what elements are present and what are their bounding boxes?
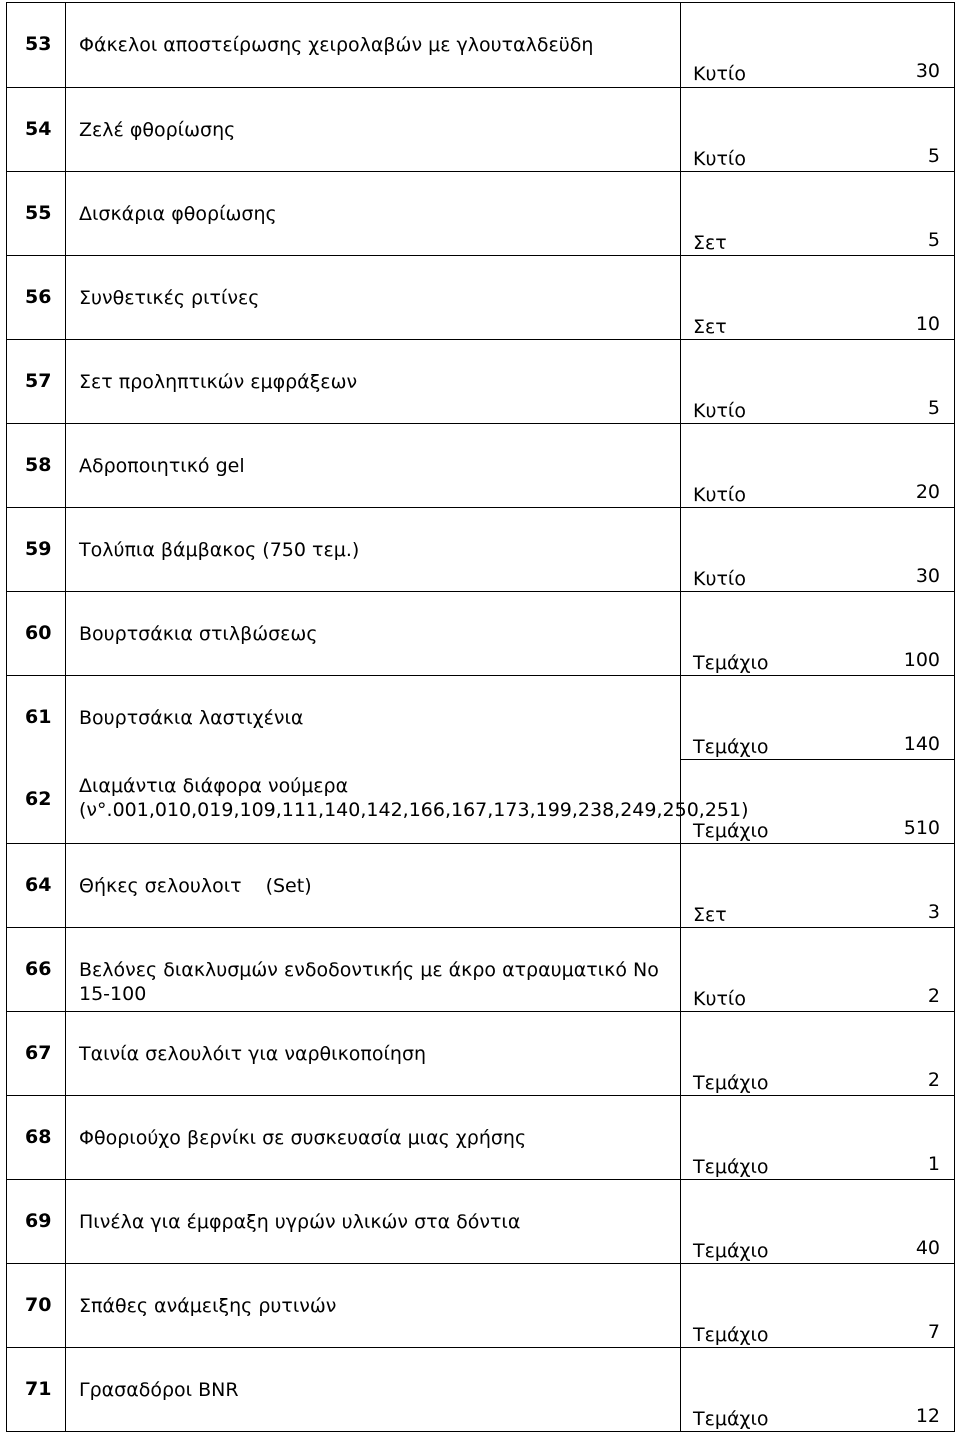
item-description: Αδροποιητικό gel — [79, 455, 245, 477]
table-row — [7, 592, 955, 676]
item-description: Θήκες σελουλοιτ — [79, 875, 242, 897]
item-description-cell — [66, 592, 681, 676]
item-quantity: 140 — [903, 733, 940, 755]
item-quantity: 1 — [927, 1153, 940, 1175]
item-number: 59 — [25, 538, 52, 560]
item-number-cell — [7, 760, 66, 844]
item-unit: Τεμάχιο — [693, 1408, 769, 1430]
item-quantity: 100 — [903, 649, 940, 671]
table-row — [7, 256, 955, 340]
table-row — [7, 340, 955, 424]
item-number-cell — [7, 1180, 66, 1264]
item-description-cell — [66, 1348, 681, 1432]
item-description: Σπάθες ανάμειξης ρυτινών — [79, 1295, 337, 1317]
item-unit: Τεμάχιο — [693, 736, 769, 758]
item-description: Βουρτσάκια στιλβώσεως — [79, 623, 318, 645]
item-quantity: 510 — [903, 817, 940, 839]
item-number: 71 — [25, 1378, 52, 1400]
item-number: 64 — [25, 874, 52, 896]
item-description-cell — [66, 1096, 681, 1180]
item-unit: Σετ — [693, 904, 727, 926]
item-number-cell — [7, 88, 66, 172]
item-unit: Κυτίο — [693, 148, 746, 170]
item-description-cell — [66, 928, 681, 1012]
table-row — [7, 508, 955, 592]
item-description-cell — [66, 88, 681, 172]
item-description-cell — [66, 424, 681, 508]
item-quantity-cell — [681, 1180, 955, 1264]
item-number: 60 — [25, 622, 52, 644]
item-number: 56 — [25, 286, 52, 308]
item-description: Διαμάντια διάφορα νούμερα — [79, 774, 349, 797]
item-unit: Κυτίο — [693, 400, 746, 422]
item-unit: Σετ — [693, 316, 727, 338]
item-description-wrap — [79, 844, 680, 898]
item-unit: Τεμάχιο — [693, 1324, 769, 1346]
item-number-cell — [7, 1012, 66, 1096]
item-quantity-cell — [681, 1012, 955, 1096]
items-table-body — [7, 3, 955, 1432]
item-quantity: 10 — [915, 313, 940, 335]
table-row — [7, 1348, 955, 1432]
item-unit: Σετ — [693, 232, 727, 254]
item-number-cell — [7, 844, 66, 928]
item-number: 67 — [25, 1042, 52, 1064]
item-quantity-cell — [681, 3, 955, 88]
item-number: 55 — [25, 202, 52, 224]
item-number: 61 — [25, 706, 52, 728]
item-description-cell — [66, 1180, 681, 1264]
item-number: 62 — [25, 787, 52, 810]
item-quantity: 5 — [927, 397, 940, 419]
item-number: 69 — [25, 1210, 52, 1232]
item-unit: Τεμάχιο — [693, 820, 769, 842]
item-quantity-cell — [681, 424, 955, 508]
item-description-extra: (Set) — [265, 875, 312, 897]
item-description-cell — [66, 508, 681, 592]
item-unit: Τεμάχιο — [693, 652, 769, 674]
item-number-cell — [7, 928, 66, 1012]
item-number: 58 — [25, 454, 52, 476]
item-quantity-cell — [681, 508, 955, 592]
item-description-cell — [66, 844, 681, 928]
item-description: Φθοριούχο βερνίκι σε συσκευασία μιας χρήσης — [79, 1127, 527, 1149]
item-number: 53 — [25, 33, 52, 55]
item-quantity: 7 — [927, 1321, 940, 1343]
table-row — [7, 1096, 955, 1180]
item-unit: Τεμάχιο — [693, 1072, 769, 1094]
item-number: 54 — [25, 118, 52, 140]
item-unit: Κυτίο — [693, 63, 746, 85]
item-description: Ταινία σελουλόιτ για ναρθικοποίηση — [79, 1043, 427, 1065]
item-number-cell — [7, 1096, 66, 1180]
item-description: Φάκελοι αποστείρωσης χειρολαβών με γλουταλδεϋδη — [79, 34, 594, 56]
table-row — [7, 3, 955, 88]
item-description: Δισκάρια φθορίωσης — [79, 203, 277, 225]
item-quantity-cell — [681, 1096, 955, 1180]
item-description: Ζελέ φθορίωσης — [79, 119, 236, 141]
item-description-cell — [66, 1264, 681, 1348]
item-quantity-cell — [681, 88, 955, 172]
item-number-cell — [7, 1348, 66, 1432]
item-description: Βουρτσάκια λαστιχένια — [79, 707, 304, 729]
item-unit: Κυτίο — [693, 988, 746, 1010]
item-unit: Τεμάχιο — [693, 1156, 769, 1178]
table-row — [7, 424, 955, 508]
item-quantity-cell — [681, 676, 955, 760]
items-table-sheet — [6, 2, 954, 1432]
table-row — [7, 928, 955, 1012]
item-description-line-2: (ν°.001,010,019,109,111,140,142,166,167,173,199,238,249,250,251) — [79, 798, 749, 821]
table-row — [7, 88, 955, 172]
item-number-cell — [7, 424, 66, 508]
item-quantity: 2 — [927, 1069, 940, 1091]
item-number-cell — [7, 340, 66, 424]
item-description-cell — [66, 676, 681, 760]
item-number: 57 — [25, 370, 52, 392]
item-description: Τολύπια βάμβακος (750 τεμ.) — [79, 539, 360, 561]
item-description-cell — [66, 340, 681, 424]
item-number-cell — [7, 508, 66, 592]
item-description-cell — [66, 172, 681, 256]
item-number-cell — [7, 3, 66, 88]
item-quantity: 40 — [915, 1237, 940, 1259]
item-quantity: 30 — [915, 565, 940, 587]
item-number-cell — [7, 676, 66, 760]
item-quantity-cell — [681, 340, 955, 424]
item-number-cell — [7, 256, 66, 340]
item-quantity: 5 — [927, 145, 940, 167]
item-quantity-cell — [681, 1264, 955, 1348]
item-number: 68 — [25, 1126, 52, 1148]
item-quantity-cell — [681, 1348, 955, 1432]
table-row — [7, 676, 955, 760]
item-number-cell — [7, 172, 66, 256]
item-number-cell — [7, 592, 66, 676]
table-row — [7, 172, 955, 256]
item-quantity-cell — [681, 256, 955, 340]
item-quantity: 20 — [915, 481, 940, 503]
table-row — [7, 1264, 955, 1348]
table-row — [7, 1180, 955, 1264]
item-description-cell — [66, 256, 681, 340]
item-quantity-cell — [681, 760, 955, 844]
item-description-cell — [66, 1012, 681, 1096]
item-quantity-cell — [681, 844, 955, 928]
item-quantity-cell — [681, 592, 955, 676]
table-row — [7, 1012, 955, 1096]
item-unit: Τεμάχιο — [693, 1240, 769, 1262]
item-description: Σετ προληπτικών εμφράξεων — [79, 371, 358, 393]
item-number-cell — [7, 1264, 66, 1348]
item-quantity: 12 — [915, 1405, 940, 1427]
items-table — [6, 2, 955, 1432]
table-row — [7, 760, 955, 844]
item-quantity: 5 — [927, 229, 940, 251]
item-description-cell — [66, 3, 681, 88]
item-description: Πινέλα για έμφραξη υγρών υλικών στα δόντια — [79, 1211, 521, 1233]
item-description: Βελόνες διακλυσμών ενδοδοντικής με άκρο ατραυματικό Νο 15-100 — [79, 959, 659, 1005]
table-row — [7, 844, 955, 928]
item-description: Γρασαδόροι BNR — [79, 1379, 239, 1401]
item-description: Συνθετικές ριτίνες — [79, 287, 260, 309]
item-quantity-cell — [681, 172, 955, 256]
item-quantity-cell — [681, 928, 955, 1012]
item-number: 70 — [25, 1294, 52, 1316]
item-unit: Κυτίο — [693, 484, 746, 506]
item-number: 66 — [25, 958, 52, 980]
item-quantity: 30 — [915, 60, 940, 82]
item-quantity: 3 — [927, 901, 940, 923]
item-unit: Κυτίο — [693, 568, 746, 590]
item-quantity: 2 — [927, 985, 940, 1007]
